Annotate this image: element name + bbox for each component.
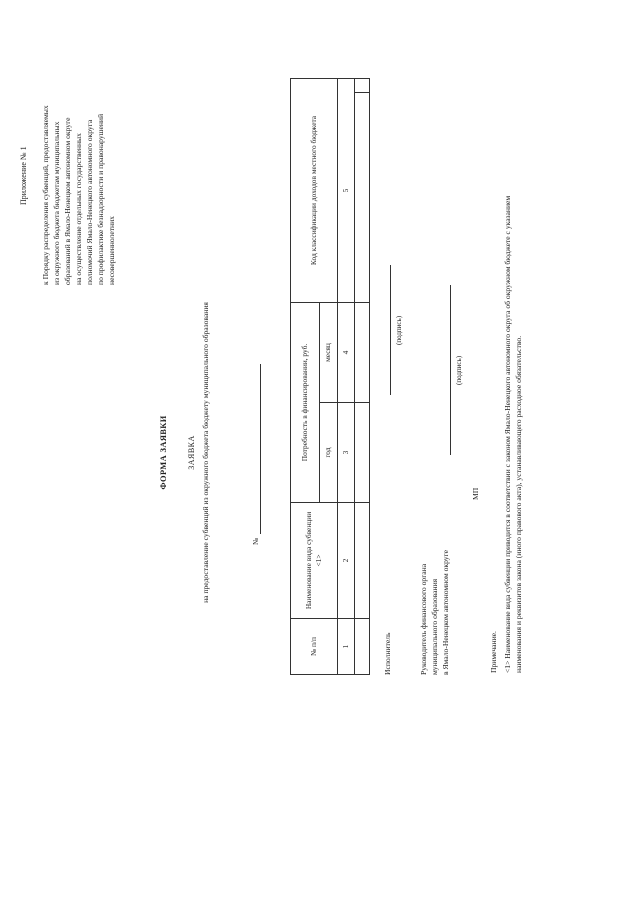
note-text — [502, 0, 524, 673]
note-line: наименования и реквизитов закона (иного правового акта), устанавливающего расходное обязательство. — [514, 335, 523, 673]
signature-line-1 — [390, 265, 391, 395]
col-header-year: год — [320, 403, 337, 503]
request-table — [290, 78, 370, 675]
head-line: Руководитель финансового органа — [419, 563, 428, 675]
col-number: 1 — [337, 619, 354, 675]
header-line: несовершеннолетних — [107, 216, 116, 285]
empty-cell — [354, 503, 369, 619]
signature-caption-1: (подпись) — [395, 315, 403, 345]
executor-label: Исполнитель — [383, 632, 392, 675]
empty-cell — [354, 93, 369, 303]
col-header-month: месяц — [320, 303, 337, 403]
note-label: Примечание. — [489, 631, 498, 673]
request-subtitle: на предоставление субвенций из окружного бюджета бюджету муниципального образования — [201, 302, 210, 603]
header-line: полномочий Ямало-Ненецкого автономного округа — [85, 119, 94, 285]
header-line: образований в Ямало-Ненецком автономном округе — [63, 117, 72, 285]
empty-cell — [354, 403, 369, 503]
col-number: 3 — [337, 403, 354, 503]
appendix-number: Приложение № 1 — [19, 146, 28, 205]
header-line: к Порядку распределения субвенций, предоставляемых — [41, 105, 50, 285]
col-header-code: Код классификации доходов местного бюджета — [291, 79, 338, 303]
col-number: 2 — [337, 503, 354, 619]
header-line: из окружного бюджета бюджетам муниципальных — [52, 121, 61, 285]
head-line: в Ямало-Ненецком автономном округе — [441, 550, 450, 675]
head-line: муниципального образования — [430, 578, 439, 675]
empty-cell — [354, 619, 369, 675]
col-header-need: Потребность в финансировании, руб. — [291, 303, 320, 503]
stamp-label: МП — [471, 487, 480, 500]
form-title: ФОРМА ЗАЯВКИ — [159, 415, 168, 490]
request-number-line — [250, 364, 261, 545]
signature-line-2 — [450, 285, 451, 455]
number-blank — [252, 364, 261, 534]
col-header-num: № п/п — [291, 619, 338, 675]
request-title: ЗАЯВКА — [187, 435, 196, 470]
header-line: по профилактике безнадзорности и правонарушений — [96, 113, 105, 285]
col-header-name: Наименование вида субвенции <1> — [291, 503, 338, 619]
empty-cell — [354, 79, 369, 93]
number-label: № — [251, 537, 260, 545]
header-block — [40, 5, 117, 285]
head-of-finance-block — [418, 550, 451, 675]
header-line: на осуществление отдельных государственных — [74, 133, 83, 285]
empty-cell — [354, 303, 369, 403]
col-number: 4 — [337, 303, 354, 403]
signature-caption-2: (подпись) — [455, 355, 463, 385]
note-line: <1> Наименование вида субвенции приводится в соответствии с законом Ямало-Ненецкого автономного округа об окружном бюджете с указанием — [503, 195, 512, 673]
col-number: 5 — [337, 79, 354, 303]
